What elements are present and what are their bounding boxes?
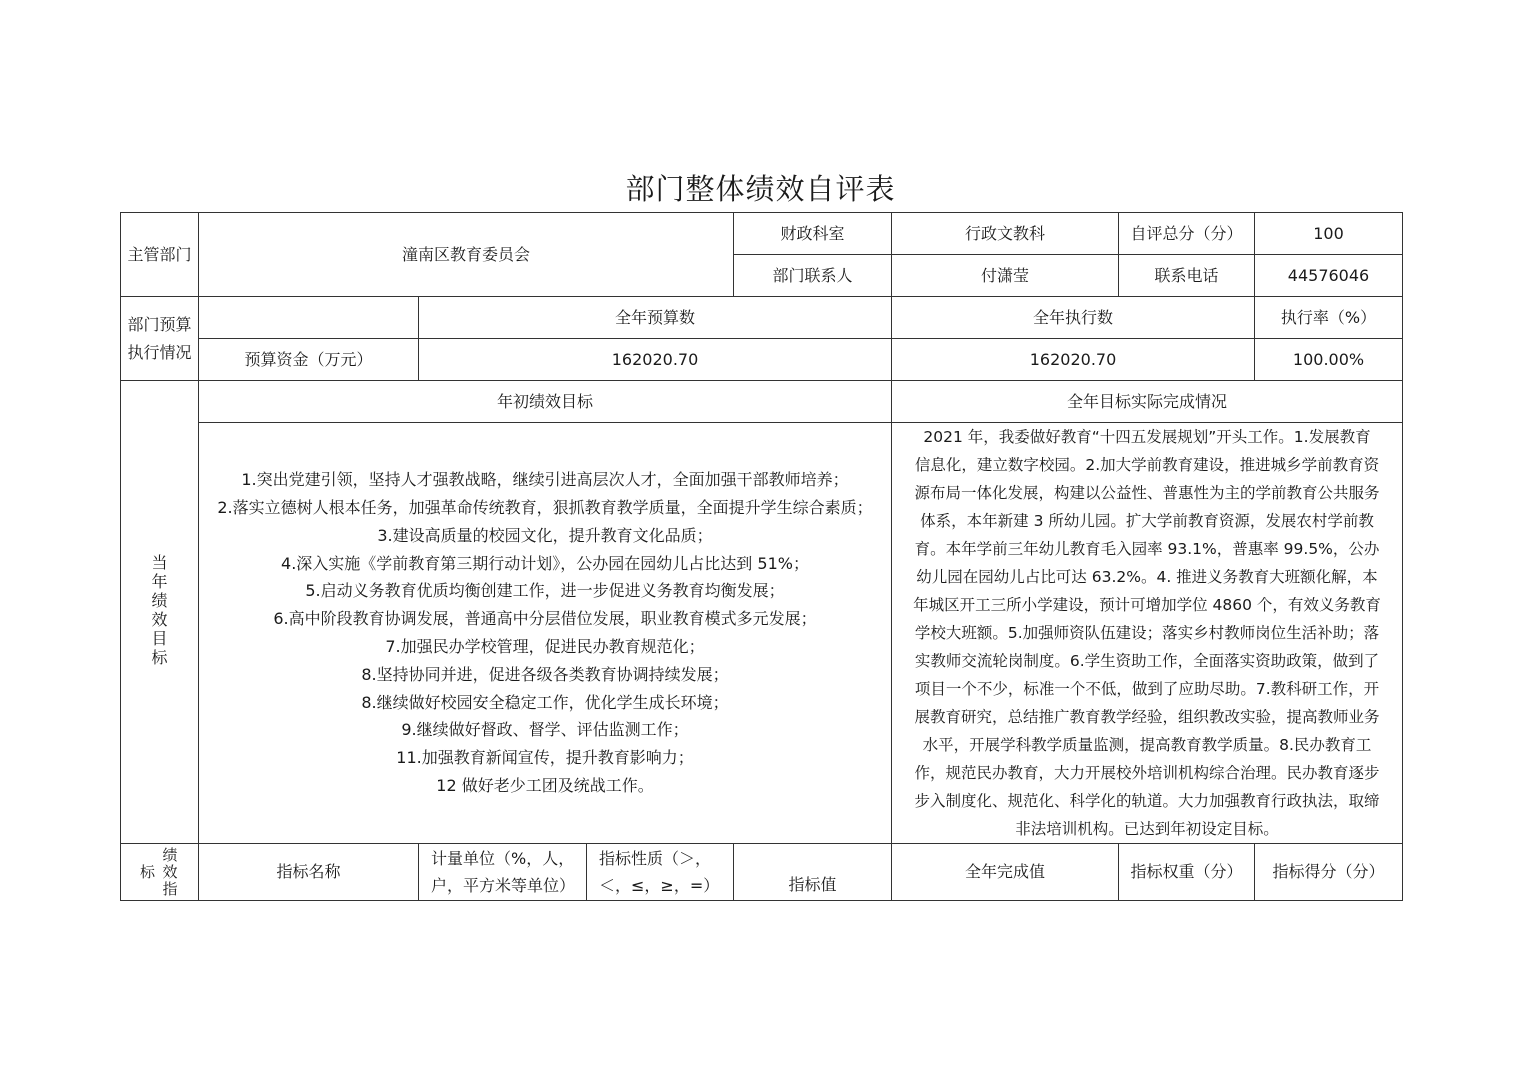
annual-budget-value: 162020.70 — [419, 339, 892, 381]
goals-section-cell — [121, 381, 199, 844]
completion-line: 信息化，建立数字校园。2.加大学前教育建设，推进城乡学前教育资 — [914, 456, 1380, 474]
indicators-section-label-top: 绩效指 — [162, 845, 178, 898]
finance-office-label: 财政科室 — [734, 213, 892, 255]
annual-completion-label: 全年完成值 — [892, 844, 1119, 901]
goal-item: 4.深入实施《学前教育第三期行动计划》，公办园在园幼儿占比达到 51%； — [281, 553, 809, 573]
goal-item: 12 做好老少工团及统战工作。 — [436, 775, 654, 795]
annual-exec-value: 162020.70 — [892, 339, 1255, 381]
self-evaluation-table — [120, 212, 1403, 901]
actual-completion-cell — [892, 423, 1403, 844]
completion-line: 育。本年学前三年幼儿教育毛入园率 93.1%，普惠率 99.5%，公办 — [914, 540, 1380, 558]
completion-line: 幼儿园在园幼儿占比可达 63.2%。4. 推进义务教育大班额化解，本 — [916, 568, 1378, 586]
dept-label: 主管部门 — [127, 245, 192, 264]
budget-section-cell — [121, 297, 199, 381]
goal-item: 9.继续做好督政、督学、评估监测工作； — [401, 720, 689, 740]
completion-line: 水平，开展学科教学质量监测，提高教育教学质量。8.民办教育工 — [922, 736, 1372, 754]
completion-line: 作，规范民办教育，大力开展校外培训机构综合治理。民办教育逐步 — [914, 764, 1380, 782]
indicators-section-label-bottom: 标 — [139, 863, 155, 881]
completion-line: 学校大班额。5.加强师资队伍建设；落实乡村教师岗位生活补助；落 — [914, 624, 1380, 642]
funds-label: 预算资金（万元） — [199, 339, 419, 381]
dept-label-cell — [121, 213, 199, 297]
indicator-value-label: 指标值 — [734, 844, 892, 901]
phone-value: 44576046 — [1255, 255, 1403, 297]
finance-office-value: 行政文教科 — [892, 213, 1119, 255]
indicators-section-cell — [121, 844, 199, 901]
annual-exec-label: 全年执行数 — [892, 297, 1255, 339]
exec-rate-label: 执行率（%） — [1255, 297, 1403, 339]
dept-value: 潼南区教育委员会 — [401, 244, 530, 264]
completion-line: 步入制度化、规范化、科学化的轨道。大力加强教育行政执法，取缔 — [914, 792, 1380, 810]
completion-line: 年城区开工三所小学建设，预计可增加学位 4860 个，有效义务教育 — [913, 596, 1381, 614]
dept-value-cell — [199, 213, 734, 297]
completion-line: 非法培训机构。已达到年初设定目标。 — [1015, 820, 1279, 838]
budget-blank-cell — [199, 297, 419, 339]
goal-item: 3.建设高质量的校园文化，提升教育文化品质； — [377, 525, 713, 545]
exec-rate-value: 100.00% — [1255, 339, 1403, 381]
unit-label-cell — [419, 844, 587, 901]
nature-label-line1: 指标性质（＞， — [599, 849, 712, 868]
phone-label: 联系电话 — [1119, 255, 1255, 297]
completion-line: 体系，本年新建 3 所幼儿园。扩大学前教育资源，发展农村学前教 — [920, 512, 1374, 530]
contact-value: 付潇莹 — [892, 255, 1119, 297]
completion-line: 源布局一体化发展，构建以公益性、普惠性为主的学前教育公共服务 — [914, 484, 1380, 502]
completion-line: 2021 年，我委做好教育“十四五发展规划”开头工作。1.发展教育 — [923, 428, 1371, 446]
annual-budget-label: 全年预算数 — [419, 297, 892, 339]
goal-item: 5.启动义务教育优质均衡创建工作，进一步促进义务教育均衡发展； — [305, 581, 785, 601]
initial-goals-list — [201, 466, 889, 800]
goal-item: 8.继续做好校园安全稳定工作，优化学生成长环境； — [361, 692, 729, 712]
budget-section-label: 部门预算执行情况 — [127, 314, 192, 362]
completion-line: 展教育研究，总结推广教育教学经验，组织教改实验，提高教师业务 — [914, 708, 1380, 726]
actual-completion-label: 全年目标实际完成情况 — [892, 381, 1403, 423]
nature-label-line2: ＜，≤，≥，=） — [599, 876, 720, 895]
indicator-name-label: 指标名称 — [199, 844, 419, 901]
page-title: 部门整体绩效自评表 — [625, 172, 896, 206]
weight-label: 指标权重（分） — [1119, 844, 1255, 901]
goal-item: 1.突出党建引领，坚持人才强教战略，继续引进高层次人才，全面加强干部教师培养； — [241, 470, 849, 490]
initial-goals-cell — [199, 423, 892, 844]
goal-item: 8.坚持协同并进，促进各级各类教育协调持续发展； — [361, 664, 729, 684]
score-label: 自评总分（分） — [1119, 213, 1255, 255]
completion-line: 实教师交流轮岗制度。6.学生资助工作，全面落实资助政策，做到了 — [914, 652, 1380, 670]
contact-label: 部门联系人 — [734, 255, 892, 297]
nature-label-cell — [587, 844, 734, 901]
goals-section-label: 当年绩效目标 — [151, 552, 168, 667]
goal-item: 6.高中阶段教育协调发展，普通高中分层借位发展，职业教育模式多元发展； — [273, 609, 817, 629]
goal-item: 7.加强民办学校管理，促进民办教育规范化； — [385, 637, 705, 656]
goal-item: 11.加强教育新闻宣传，提升教育影响力； — [396, 748, 694, 768]
score-value: 100 — [1255, 213, 1403, 255]
goal-item: 2.落实立德树人根本任务，加强革命传统教育，狠抓教育教学质量，全面提升学生综合素质； — [217, 498, 873, 518]
unit-label-line2: 户，平方米等单位） — [431, 876, 576, 895]
completion-line: 项目一个不少，标准一个不低，做到了应助尽助。7.教科研工作，开 — [914, 680, 1380, 698]
indicator-score-label: 指标得分（分） — [1255, 844, 1403, 901]
initial-goals-label: 年初绩效目标 — [199, 381, 892, 423]
unit-label-line1: 计量单位（%，人， — [431, 849, 575, 868]
